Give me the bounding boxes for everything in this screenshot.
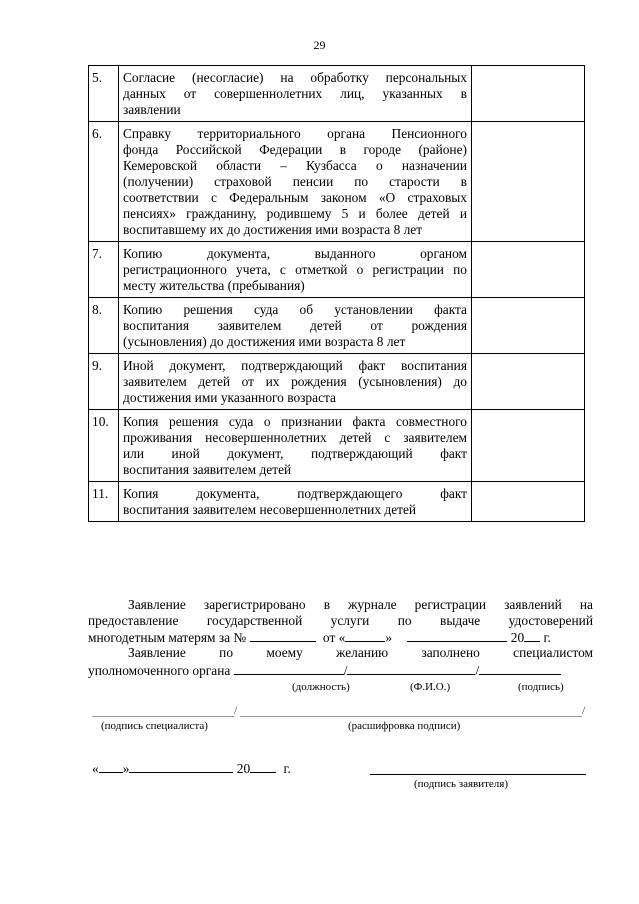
specialist-slash: /: [234, 703, 238, 717]
filled-line-1: Заявление по моему желанию заполнено специалистом: [128, 645, 593, 660]
description-line: (усыновления) до достижения ими возраста 8 лет: [123, 334, 406, 349]
row-mark-cell[interactable]: [472, 122, 585, 242]
description-line: достижения ими указанного возраста: [123, 390, 336, 405]
registration-line-2: предоставление государственной услуги по выдаче удостоверений: [88, 613, 593, 628]
row-mark-cell[interactable]: [472, 410, 585, 482]
caption-applicant-signature: (подпись заявителя): [414, 778, 509, 790]
row-document-description: [119, 482, 472, 522]
description-line: Копию документа, выданного органом: [123, 246, 467, 261]
description-line: Копия решения суда о признании факта совместного: [123, 414, 467, 429]
description-line: Копия документа, подтверждающего факт: [123, 486, 467, 501]
row-mark-cell[interactable]: [472, 242, 585, 298]
row-document-description: [119, 66, 472, 122]
applicant-signature-line[interactable]: [370, 774, 586, 775]
table-row: [89, 298, 585, 354]
caption-specialist-signature: (подпись специалиста): [101, 720, 208, 732]
registration-month-field[interactable]: [407, 629, 507, 642]
registration-number-field[interactable]: [250, 629, 316, 642]
table-row: [89, 354, 585, 410]
row-number: 8.: [89, 298, 119, 354]
description-line: Кемеровской области – Кузбасса о назначении: [123, 158, 467, 173]
description-line: (получении) страховой пенсии по старости в: [123, 174, 467, 189]
applicant-date: « » 20 г.: [92, 761, 291, 776]
row-document-description: [119, 354, 472, 410]
description-line: месту жительства (пребывания): [123, 278, 305, 293]
description-line: Копию решения суда об установлении факта: [123, 302, 467, 317]
documents-table: [88, 65, 585, 522]
row-document-description: [119, 122, 472, 242]
row-mark-cell[interactable]: [472, 66, 585, 122]
specialist-slash-end: /: [582, 703, 586, 717]
description-line: воспитания заявителем детей от рождения: [123, 318, 467, 333]
specialist-position-field[interactable]: [234, 662, 344, 675]
table-row: [89, 482, 585, 522]
description-line: соответствии с Федеральным законом «О страховых: [123, 190, 467, 205]
specialist-fio-field[interactable]: [347, 662, 475, 675]
row-document-description: [119, 298, 472, 354]
row-number: 10.: [89, 410, 119, 482]
row-number: 7.: [89, 242, 119, 298]
caption-fio: (Ф.И.О.): [410, 681, 451, 693]
description-line: Справку территориального органа Пенсионного: [123, 126, 467, 141]
specialist-signature-line[interactable]: [92, 716, 234, 717]
description-line: проживания несовершеннолетних детей с заявителем: [123, 430, 467, 445]
description-line: заявителем детей от их рождения (усыновления) до: [123, 374, 467, 389]
row-number: 11.: [89, 482, 119, 522]
registration-year-field[interactable]: [524, 629, 540, 642]
description-line: или иной документ, подтверждающий факт: [123, 446, 467, 461]
description-line: пенсиях» гражданину, родившему 5 и более детей и: [123, 206, 467, 221]
table-row: [89, 122, 585, 242]
table-row: [89, 242, 585, 298]
row-document-description: [119, 242, 472, 298]
applicant-month-field[interactable]: [129, 760, 233, 773]
table-row: [89, 410, 585, 482]
description-line: данных от совершеннолетних лиц, указанных в: [123, 86, 467, 101]
registration-line-1: Заявление зарегистрировано в журнале регистрации заявлений на: [128, 597, 593, 612]
applicant-day-field[interactable]: [99, 760, 123, 773]
row-document-description: [119, 410, 472, 482]
description-line: воспитавшему их до достижения ими возраста 8 лет: [123, 222, 423, 237]
row-mark-cell[interactable]: [472, 298, 585, 354]
description-line: регистрационного учета, с отметкой о регистрации по: [123, 262, 467, 277]
specialist-signature-field[interactable]: [479, 662, 561, 675]
caption-position: (должность): [292, 681, 350, 693]
description-line: Согласие (несогласие) на обработку персональных: [123, 70, 467, 85]
page-number: 29: [313, 38, 326, 52]
caption-signature-decoding: (расшифровка подписи): [348, 720, 461, 732]
registration-line-3: многодетным матерям за № от « » 20 г.: [88, 630, 551, 645]
description-line: фонда Российской Федерации в городе (районе): [123, 142, 467, 157]
row-number: 6.: [89, 122, 119, 242]
filled-line-2: уполномоченного органа / /: [88, 662, 593, 679]
row-number: 5.: [89, 66, 119, 122]
row-mark-cell[interactable]: [472, 354, 585, 410]
caption-signature: (подпись): [518, 681, 564, 693]
description-line: Иной документ, подтверждающий факт воспитания: [123, 358, 467, 373]
row-mark-cell[interactable]: [472, 482, 585, 522]
row-number: 9.: [89, 354, 119, 410]
description-line: заявлении: [123, 102, 181, 117]
applicant-year-field[interactable]: [250, 760, 276, 773]
description-line: воспитания заявителем несовершеннолетних детей: [123, 502, 417, 517]
specialist-decoding-line[interactable]: [240, 716, 582, 717]
description-line: воспитания заявителем детей: [123, 462, 292, 477]
table-row: [89, 66, 585, 122]
registration-day-field[interactable]: [345, 629, 385, 642]
